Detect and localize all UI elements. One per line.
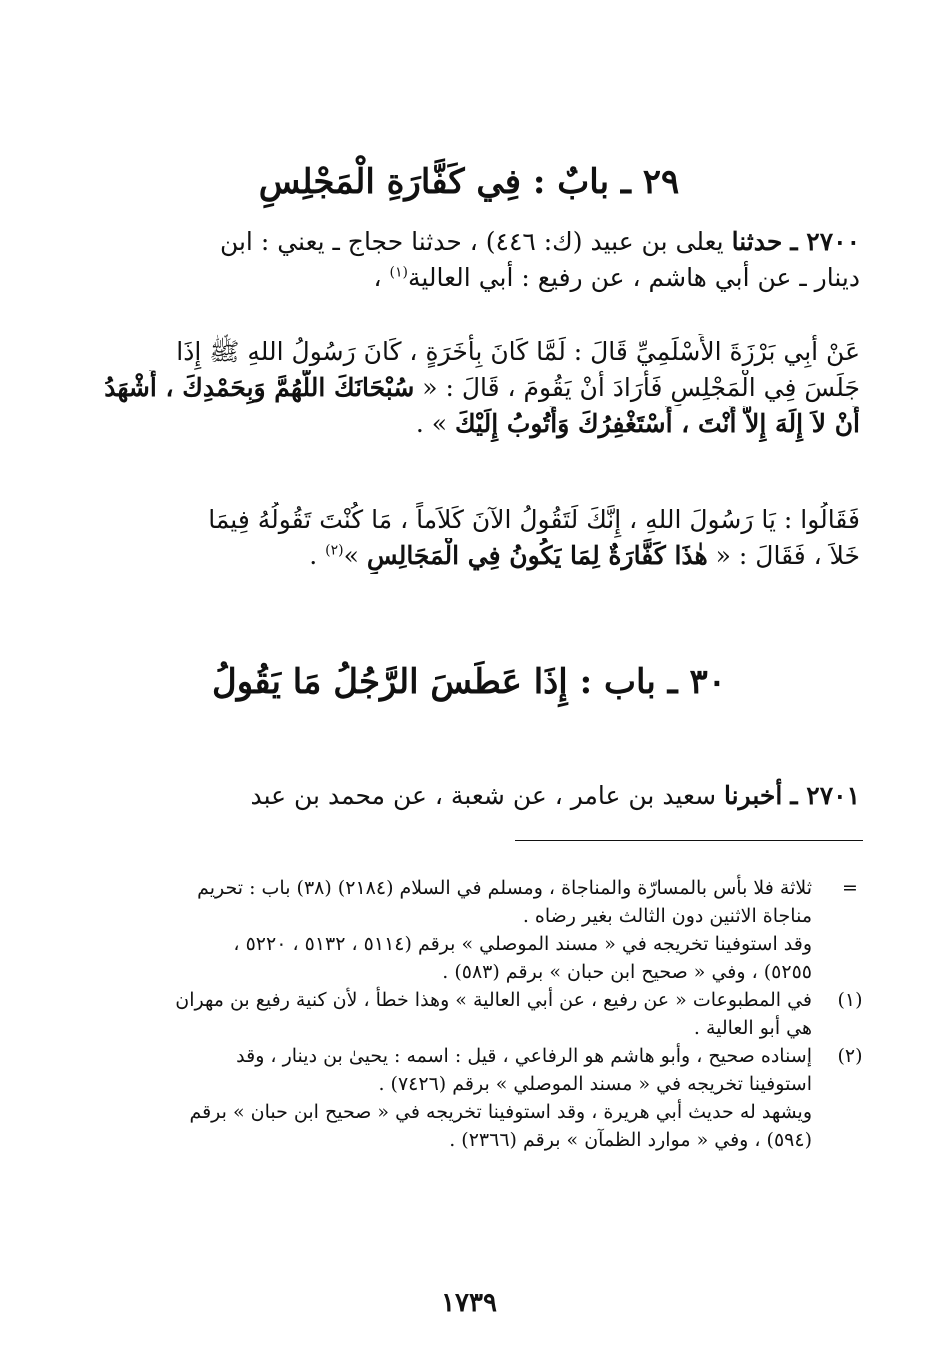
matn-text: » . [415,409,448,438]
footnote-divider [515,840,863,841]
isnad-verb: حدثنا [731,227,783,256]
text-line [84,538,860,574]
dua-text: أَنْ لاَ إِلَهَ إِلاَّ أَنْتَ ، أَسْتَغْفِرُكَ وَأَتُوبُ إِلَيْكَ [454,409,860,438]
footnote-2 [80,1042,870,1154]
footnote-number: (١) [837,989,863,1011]
matn-text: خَلاَ ، فَقَالَ : « [715,541,860,570]
footnote-number: (٢) [837,1045,863,1067]
footnote-line: ويشهد له حديث أبي هريرة ، وقد استوفينا تخريجه في « صحيح ابن حبان » برقم [189,1101,812,1123]
footnote-1 [80,986,870,1042]
chapter-heading-29: ٢٩ ـ بابٌ : فِي كَفَّارَةِ الْمَجْلِسِ [258,162,680,202]
footnote-marker-1: (١) [389,264,408,281]
isnad-text: يعلى بن عبيد (ك: ٤٤٦) ، حدثنا حجاج ـ يعني : ابن [219,227,724,256]
footnote-line: وقد استوفينا تخريجه في « مسند الموصلي » برقم (٥١١٤ ، ٥١٣٢ ، ٥٢٢٠ ، [233,933,812,955]
hadith-number: ٢٧٠٠ ـ [790,227,860,256]
footnote-line: في المطبوعات « عن رفيع ، عن أبي العالية » وهذا خطأ ، لأن كنية رفيع بن مهران [175,989,812,1011]
footnote-line: (٥٩٤) ، وفي « موارد الظمآن » برقم (٢٣٦٦) . [449,1129,812,1151]
text-line [84,778,860,814]
matn-text: فَقَالُوا : يَا رَسُولَ اللهِ ، إِنَّكَ لَتَقُولُ الآنَ كَلاَماً ، مَا كُنْتَ تَقُولُهُ فِيمَا [208,505,860,534]
footnote-marker-2: (٢) [325,542,344,559]
isnad-verb: أخبرنا [723,781,783,810]
footnote-line: ثلاثة فلا بأس بالمسارّة والمناجاة ، ومسلم في السلام (٢١٨٤) (٣٨) باب : تحريم [197,877,812,899]
continuation-marker: = [842,877,858,899]
footnote-line: إسناده صحيح ، وأبو هاشم هو الرفاعي ، قيل : اسمه : يحيىٰ بن دينار ، وقد [236,1045,812,1067]
footnote-body [80,1042,812,1154]
footnote-line: هي أبو العالية . [693,1017,812,1039]
matn-text: عَنْ أَبِي بَرْزَةَ الأَسْلَمِيِّ قَالَ : لَمَّا كَانَ بِأَخَرَةٍ ، كَانَ رَسُولُ اللهِ ﷺ إِذَا [176,337,860,366]
text-line [84,370,860,406]
matn-text: . [309,541,318,570]
footnote-line: استوفينا تخريجه في « مسند الموصلي » برقم (٧٤٢٦) . [378,1073,812,1095]
text-line [84,224,860,260]
text-line [84,502,860,538]
text-line [84,260,860,296]
footnotes [80,874,870,1154]
isnad-text: سعيد بن عامر ، عن شعبة ، عن محمد بن عبد [250,781,717,810]
footnote-body [80,874,812,986]
hadith-2701-isnad [84,778,860,814]
isnad-text: دينار ـ عن أبي هاشم ، عن رفيع : أبي العالية [407,263,860,292]
dua-text: سُبْحَانَكَ اللَّهُمَّ وَبِحَمْدِكَ ، أَشْهَدُ [104,373,415,402]
text-line [84,406,860,442]
footnote-body [80,986,812,1042]
dua-text: هٰذَا كَفَّارَةٌ لِمَا يَكُونُ فِي الْمَجَالِسِ [366,541,708,570]
hadith-2700-isnad [84,224,860,296]
chapter-heading-30: ٣٠ ـ باب : إِذَا عَطَسَ الرَّجُلُ مَا يَقُولُ [212,662,726,702]
footnote-continuation [80,874,870,986]
footnote-line: ٥٢٥٥) ، وفي « صحيح ابن حبان » برقم (٥٨٣) . [442,961,812,983]
hadith-2700-matn-continued [84,502,860,574]
isnad-text-end: ، [373,263,382,292]
matn-text: » [343,541,359,570]
page-number: ١٧٣٩ [441,1288,497,1318]
hadith-number: ٢٧٠١ ـ [790,781,860,810]
footnote-line: مناجاة الاثنين دون الثالث بغير رضاه . [522,905,812,927]
hadith-2700-matn [84,334,860,442]
matn-text: جَلَسَ فِي الْمَجْلِسِ فَأَرَادَ أَنْ يَقُومَ ، قَالَ : « [422,373,860,402]
text-line [84,334,860,370]
